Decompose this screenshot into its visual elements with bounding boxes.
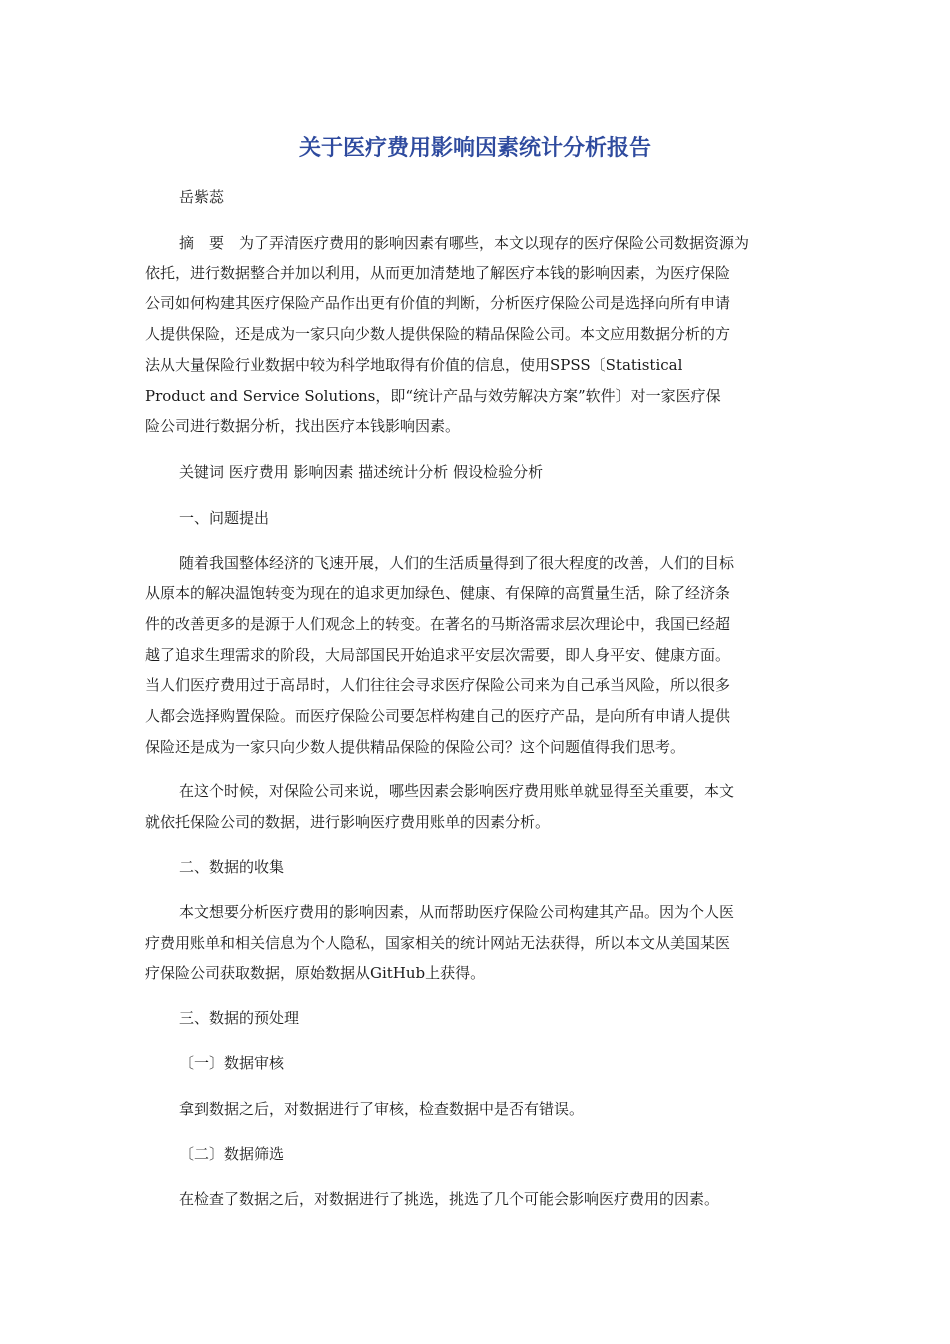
author-name: 岳紫蕊 bbox=[179, 188, 225, 206]
abstract-line: 摘 要 为了弄清医疗费用的影响因素有哪些，本文以现存的医疗保险公司数据资源为 bbox=[179, 234, 750, 252]
body-line: 在检查了数据之后，对数据进行了挑选，挑选了几个可能会影响医疗费用的因素。 bbox=[179, 1190, 720, 1208]
keywords-line: 关键词 医疗费用 影响因素 描述统计分析 假设检验分析 bbox=[179, 463, 544, 481]
abstract-line: 人提供保险，还是成为一家只向少数人提供保险的精品保险公司。本文应用数据分析的方 bbox=[145, 325, 731, 343]
body-line: 保险还是成为一家只向少数人提供精品保险的保险公司？这个问题值得我们思考。 bbox=[145, 738, 686, 756]
body-line: 就依托保险公司的数据，进行影响医疗费用账单的因素分析。 bbox=[145, 813, 551, 831]
body-line: 在这个时候，对保险公司来说，哪些因素会影响医疗费用账单就显得至关重要，本文 bbox=[179, 782, 735, 800]
document-title: 关于医疗费用影响因素统计分析报告 bbox=[298, 136, 651, 161]
body-line: 本文想要分析医疗费用的影响因素，从而帮助医疗保险公司构建其产品。因为个人医 bbox=[179, 903, 735, 921]
body-line: 随着我国整体经济的飞速开展，人们的生活质量得到了很大程度的改善，人们的目标 bbox=[179, 554, 735, 572]
section-heading-preprocessing: 三、数据的预处理 bbox=[179, 1009, 300, 1027]
body-line: 人都会选择购置保险。而医疗保险公司要怎样构建自己的医疗产品，是向所有申请人提供 bbox=[145, 707, 731, 725]
body-line: 疗费用账单和相关信息为个人隐私，国家相关的统计网站无法获得，所以本文从美国某医 bbox=[145, 934, 731, 952]
body-line: 件的改善更多的是源于人们观念上的转变。在著名的马斯洛需求层次理论中，我国已经超 bbox=[145, 615, 731, 633]
body-line: 当人们医疗费用过于高昂时，人们往往会寻求医疗保险公司来为自己承当风险，所以很多 bbox=[145, 676, 731, 694]
body-line: 从原本的解决温饱转变为现在的追求更加绿色、健康、有保障的高質量生活，除了经济条 bbox=[145, 584, 731, 602]
section-heading-data-collection: 二、数据的收集 bbox=[179, 858, 285, 876]
abstract-line: Product and Service Solutions，即“统计产品与效劳解决方案”软件〕对一家医疗保 bbox=[145, 387, 721, 405]
abstract-line: 公司如何构建其医疗保险产品作出更有价值的判断，分析医疗保险公司是选择向所有申请 bbox=[145, 294, 731, 312]
body-line: 疗保险公司获取数据，原始数据从GitHub上获得。 bbox=[145, 964, 486, 982]
section-heading-problem: 一、问题提出 bbox=[179, 509, 270, 527]
abstract-line: 依托，进行数据整合并加以利用，从而更加清楚地了解医疗本钱的影响因素，为医疗保险 bbox=[145, 264, 731, 282]
subsection-heading-data-review: 〔一〕数据审核 bbox=[179, 1054, 285, 1072]
body-line: 拿到数据之后，对数据进行了审核，检查数据中是否有错误。 bbox=[179, 1100, 585, 1118]
body-line: 越了追求生理需求的阶段，大局部国民开始追求平安层次需要，即人身平安、健康方面。 bbox=[145, 646, 731, 664]
abstract-line: 险公司进行数据分析，找出医疗本钱影响因素。 bbox=[145, 417, 461, 435]
subsection-heading-data-filtering: 〔二〕数据筛选 bbox=[179, 1145, 285, 1163]
abstract-line: 法从大量保险行业数据中较为科学地取得有价值的信息，使用SPSS〔Statistical bbox=[145, 356, 683, 374]
